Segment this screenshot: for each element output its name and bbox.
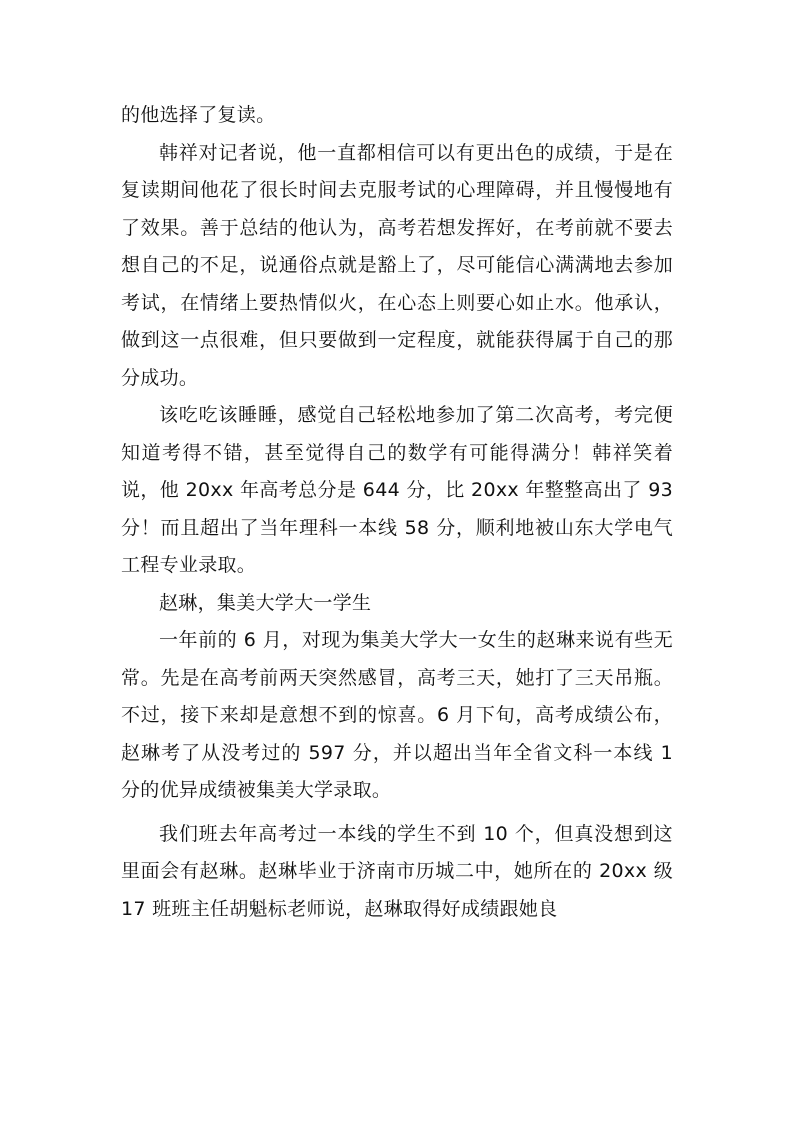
paragraph-zhao-lin-story: 一年前的 6 月，对现为集美大学大一女生的赵琳来说有些无常。先是在高考前两天突然感冒，高考三天，她打了三天吊瓶。不过，接下来却是意想不到的惊喜。6 月下旬，高考成绩公布，赵琳考了从没考过的 597 分，并以超出当年全省文科一本线 1 分的优异成绩被集美大学录取。 <box>121 629 673 801</box>
paragraph-teacher-comment: 我们班去年高考过一本线的学生不到 10 个，但真没想到这里面会有赵琳。赵琳毕业于济南市历城二中，她所在的 20xx 级 17 班班主任胡魁标老师说，赵琳取得好成绩跟她良 <box>121 822 673 920</box>
document-body <box>121 97 673 928</box>
section-heading-zhao-lin: 赵琳，集美大学大一学生 <box>159 591 372 614</box>
paragraph-han-xiang-result: 该吃吃该睡睡，感觉自己轻松地参加了第二次高考，考完便知道考得不错，甚至觉得自己的数学有可能得满分！韩祥笑着说，他 20xx 年高考总分是 644 分，比 20xx 年整整高出了 93 分！而且超出了当年理科一本线 58 分，顺利地被山东大学电气工程专业录取。 <box>121 404 673 576</box>
paragraph-continuation: 的他选择了复读。 <box>121 104 276 126</box>
paragraph-han-xiang-interview: 韩祥对记者说，他一直都相信可以有更出色的成绩，于是在复读期间他花了很长时间去克服考试的心理障碍，并且慢慢地有了效果。善于总结的他认为，高考若想发挥好，在考前就不要去想自己的不足，说通俗点就是豁上了，尽可能信心满满地去参加考试，在情绪上要热情似火，在心态上则要心如止水。他承认，做到这一点很难，但只要做到一定程度，就能获得属于自己的那分成功。 <box>121 141 673 389</box>
